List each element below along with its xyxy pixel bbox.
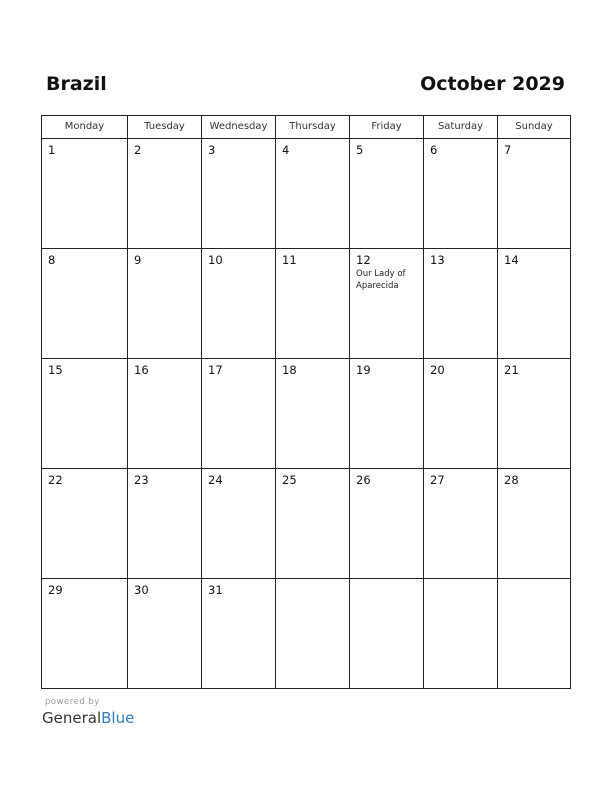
- day-number: 27: [430, 473, 445, 487]
- day-cell: [128, 249, 202, 358]
- weekday-thursday: Thursday: [276, 116, 350, 138]
- calendar-grid: [41, 115, 571, 689]
- day-number: 6: [430, 143, 438, 157]
- day-cell: [42, 359, 128, 468]
- day-number: 12: [356, 253, 371, 267]
- day-cell: [424, 469, 498, 578]
- day-number: 14: [504, 253, 519, 267]
- day-number: 16: [134, 363, 149, 377]
- day-cell: [350, 249, 424, 358]
- country-title: Brazil: [46, 73, 107, 95]
- day-cell: [42, 579, 128, 689]
- day-cell: [42, 249, 128, 358]
- week-row-4: [42, 469, 570, 579]
- day-number: 17: [208, 363, 223, 377]
- day-cell: [202, 579, 276, 689]
- holiday-label: Our Lady of Aparecida: [356, 269, 406, 291]
- powered-by-label: powered by: [45, 697, 100, 707]
- brand-name-blue: Blue: [101, 709, 135, 727]
- day-number: 28: [504, 473, 519, 487]
- day-number: 7: [504, 143, 512, 157]
- day-cell: [350, 139, 424, 248]
- day-cell: [42, 139, 128, 248]
- weekday-monday: Monday: [42, 116, 128, 138]
- day-number: 22: [48, 473, 63, 487]
- day-number: 20: [430, 363, 445, 377]
- day-cell: [350, 469, 424, 578]
- day-number: 26: [356, 473, 371, 487]
- day-cell: [498, 249, 570, 358]
- day-cell: [202, 139, 276, 248]
- day-number: 29: [48, 583, 63, 597]
- day-number: 1: [48, 143, 56, 157]
- day-number: 3: [208, 143, 216, 157]
- day-number: 8: [48, 253, 56, 267]
- day-number: 30: [134, 583, 149, 597]
- day-number: 11: [282, 253, 297, 267]
- day-number: 19: [356, 363, 371, 377]
- day-cell: [202, 469, 276, 578]
- generalblue-logo[interactable]: [42, 708, 134, 728]
- day-number: 15: [48, 363, 63, 377]
- day-number: 21: [504, 363, 519, 377]
- day-cell: [424, 249, 498, 358]
- day-cell: [276, 359, 350, 468]
- weekday-saturday: Saturday: [424, 116, 498, 138]
- day-cell: [128, 359, 202, 468]
- day-number: 18: [282, 363, 297, 377]
- day-cell: [498, 469, 570, 578]
- day-number: 25: [282, 473, 297, 487]
- brand-name-general: General: [42, 709, 102, 727]
- day-number: 10: [208, 253, 223, 267]
- weekday-header-row: [42, 116, 570, 139]
- day-cell: [498, 139, 570, 248]
- day-number: 2: [134, 143, 142, 157]
- week-row-1: [42, 139, 570, 249]
- week-row-2: [42, 249, 570, 359]
- day-cell: [424, 139, 498, 248]
- day-cell: [498, 359, 570, 468]
- day-number: 31: [208, 583, 223, 597]
- day-cell: [128, 579, 202, 689]
- calendar-header: [41, 70, 571, 100]
- week-row-5: [42, 579, 570, 689]
- weekday-friday: Friday: [350, 116, 424, 138]
- weekday-wednesday: Wednesday: [202, 116, 276, 138]
- day-number: 24: [208, 473, 223, 487]
- day-cell: [424, 359, 498, 468]
- weekday-sunday: Sunday: [515, 121, 553, 132]
- day-cell: [276, 469, 350, 578]
- day-cell: [276, 249, 350, 358]
- day-cell: [276, 579, 350, 689]
- day-number: 9: [134, 253, 142, 267]
- day-number: 5: [356, 143, 364, 157]
- day-cell: [202, 249, 276, 358]
- day-number: 13: [430, 253, 445, 267]
- footer-branding: [41, 697, 191, 731]
- day-cell: [128, 469, 202, 578]
- day-cell: [350, 359, 424, 468]
- day-number: 4: [282, 143, 290, 157]
- day-cell: [424, 579, 498, 689]
- day-cell: [42, 469, 128, 578]
- day-cell: [128, 139, 202, 248]
- day-cell: [202, 359, 276, 468]
- month-title: October 2029: [420, 73, 565, 95]
- day-cell: [350, 579, 424, 689]
- day-number: 23: [134, 473, 149, 487]
- week-row-3: [42, 359, 570, 469]
- day-cell: [498, 579, 570, 689]
- weekday-tuesday: Tuesday: [128, 116, 202, 138]
- day-cell: [276, 139, 350, 248]
